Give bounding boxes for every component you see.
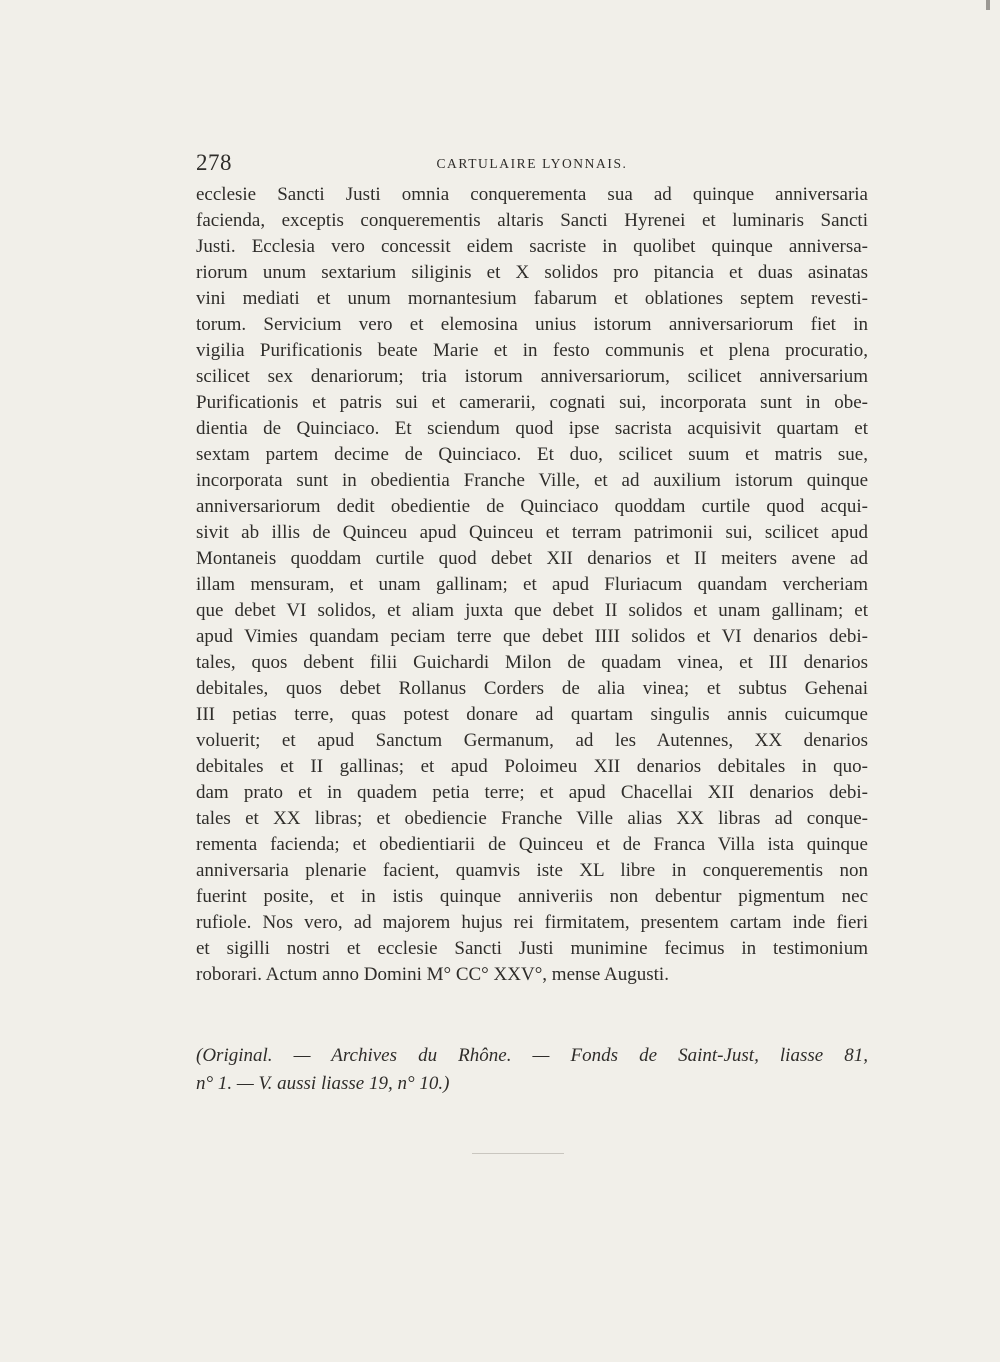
source-citation bbox=[196, 1042, 868, 1098]
text-line: debitales et II gallinas; et apud Poloimeu XII denarios debitales in quo- bbox=[196, 756, 868, 777]
text-line: ecclesie Sancti Justi omnia conquerementa sua ad quinque anniversaria bbox=[196, 184, 868, 205]
text-line: scilicet sex denariorum; tria istorum anniversariorum, scilicet anniversarium bbox=[196, 366, 868, 387]
text-line: III petias terre, quas potest donare ad quartam singulis annis cuicumque bbox=[196, 704, 868, 725]
citation-line: n° 1. — V. aussi liasse 19, n° 10.) bbox=[196, 1073, 450, 1094]
text-line: dientia de Quinciaco. Et sciendum quod ipse sacrista acquisivit quartam et bbox=[196, 418, 868, 439]
text-line-final: roborari. Actum anno Domini M° CC° XXV°, mense Augusti. bbox=[196, 964, 669, 985]
text-line: fuerint posite, et in istis quinque anniveriis non debentur pigmentum nec bbox=[196, 886, 868, 907]
text-line: sivit ab illis de Quinceu apud Quinceu et terram patrimonii sui, scilicet apud bbox=[196, 522, 868, 543]
text-line: tales et XX libras; et obediencie Franche Ville alias XX libras ad conque- bbox=[196, 808, 868, 829]
section-separator-rule bbox=[472, 1153, 564, 1154]
text-line: Justi. Ecclesia vero concessit eidem sacriste in quolibet quinque anniversa- bbox=[196, 236, 868, 257]
text-line: vigilia Purificationis beate Marie et in festo communis et plena procuratio, bbox=[196, 340, 868, 361]
page-edge-mark bbox=[986, 0, 990, 10]
text-line: Purificationis et patris sui et camerarii, cognati sui, incorporata sunt in obe- bbox=[196, 392, 868, 413]
text-line: facienda, exceptis conquerementis altaris Sancti Hyrenei et luminaris Sancti bbox=[196, 210, 868, 231]
text-line: voluerit; et apud Sanctum Germanum, ad les Autennes, XX denarios bbox=[196, 730, 868, 751]
text-line: riorum unum sextarium siliginis et X solidos pro pitancia et duas asinatas bbox=[196, 262, 868, 283]
text-line: rufiole. Nos vero, ad majorem hujus rei firmitatem, presentem cartam inde fieri bbox=[196, 912, 868, 933]
page-number: 278 bbox=[196, 150, 232, 175]
text-line: debitales, quos debet Rollanus Corders de alia vinea; et subtus Gehenai bbox=[196, 678, 868, 699]
text-line: torum. Servicium vero et elemosina unius istorum anniversariorum fiet in bbox=[196, 314, 868, 335]
text-line: et sigilli nostri et ecclesie Sancti Justi munimine fecimus in testimonium bbox=[196, 938, 868, 959]
text-line: apud Vimies quandam peciam terre que debet IIII solidos et VI denarios debi- bbox=[196, 626, 868, 647]
charter-text bbox=[196, 182, 868, 988]
text-line: anniversariorum dedit obedientie de Quinciaco quoddam curtile quod acqui- bbox=[196, 496, 868, 517]
page-header bbox=[196, 150, 868, 180]
text-line: rementa facienda; et obedientiarii de Quinceu et de Franca Villa ista quinque bbox=[196, 834, 868, 855]
text-line: incorporata sunt in obedientia Franche Ville, et ad auxilium istorum quinque bbox=[196, 470, 868, 491]
citation-line: (Original. — Archives du Rhône. — Fonds de Saint-Just, liasse 81, bbox=[196, 1045, 868, 1066]
text-line: que debet VI solidos, et aliam juxta que debet II solidos et unam gallinam; et bbox=[196, 600, 868, 621]
text-line: vini mediati et unum mornantesium fabarum et oblationes septem revesti- bbox=[196, 288, 868, 309]
text-line: anniversaria plenarie facient, quamvis iste XL libre in conquerementis non bbox=[196, 860, 868, 881]
text-line: illam mensuram, et unam gallinam; et apud Fluriacum quandam vercheriam bbox=[196, 574, 868, 595]
text-line: dam prato et in quadem petia terre; et apud Chacellai XII denarios debi- bbox=[196, 782, 868, 803]
text-line: tales, quos debent filii Guichardi Milon de quadam vinea, et III denarios bbox=[196, 652, 868, 673]
running-title: CARTULAIRE LYONNAIS. bbox=[436, 156, 628, 171]
text-line: sextam partem decime de Quinciaco. Et duo, scilicet suum et matris sue, bbox=[196, 444, 868, 465]
text-line: Montaneis quoddam curtile quod debet XII denarios et II meiters avene ad bbox=[196, 548, 868, 569]
